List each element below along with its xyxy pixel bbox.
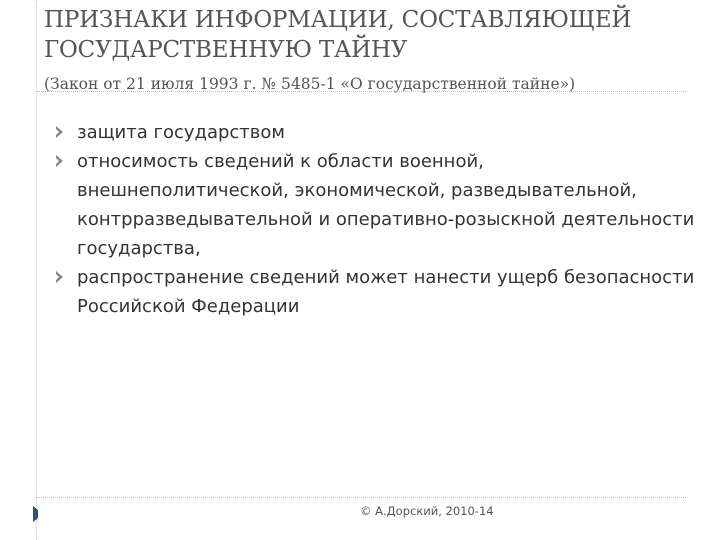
- bullet-text: распространение сведений может нанести ущерб безопасности Российской Федерации: [77, 267, 695, 317]
- left-guide-line: [36, 0, 37, 540]
- bullet-item: [56, 118, 696, 147]
- triangle-arrow-icon: [56, 271, 63, 283]
- bullet-item: [56, 263, 696, 321]
- footer-divider: [36, 497, 686, 498]
- triangle-arrow-icon: [56, 126, 63, 138]
- footer-copyright: © А.Дорский, 2010-14: [360, 504, 494, 518]
- slide-title: ПРИЗНАКИ ИНФОРМАЦИИ, СОСТАВЛЯЮЩЕЙ ГОСУДАРСТВЕННУЮ ТАЙНУ: [44, 7, 632, 63]
- bullet-text: защита государством: [77, 122, 285, 143]
- chevron-mark-icon: [32, 505, 52, 523]
- triangle-arrow-icon: [56, 155, 63, 167]
- bullet-item: [56, 147, 696, 263]
- title-divider: [36, 91, 686, 92]
- bullet-text: относимость сведений к области военной, внешнеполитической, экономической, разведывательной, контрразведывательной и оперативно-розыскной деятельности государства,: [77, 151, 695, 259]
- slide-subtitle: (Закон от 21 июля 1993 г. № 5485-1 «О государственной тайне»): [44, 75, 576, 93]
- bullet-list: [56, 118, 696, 321]
